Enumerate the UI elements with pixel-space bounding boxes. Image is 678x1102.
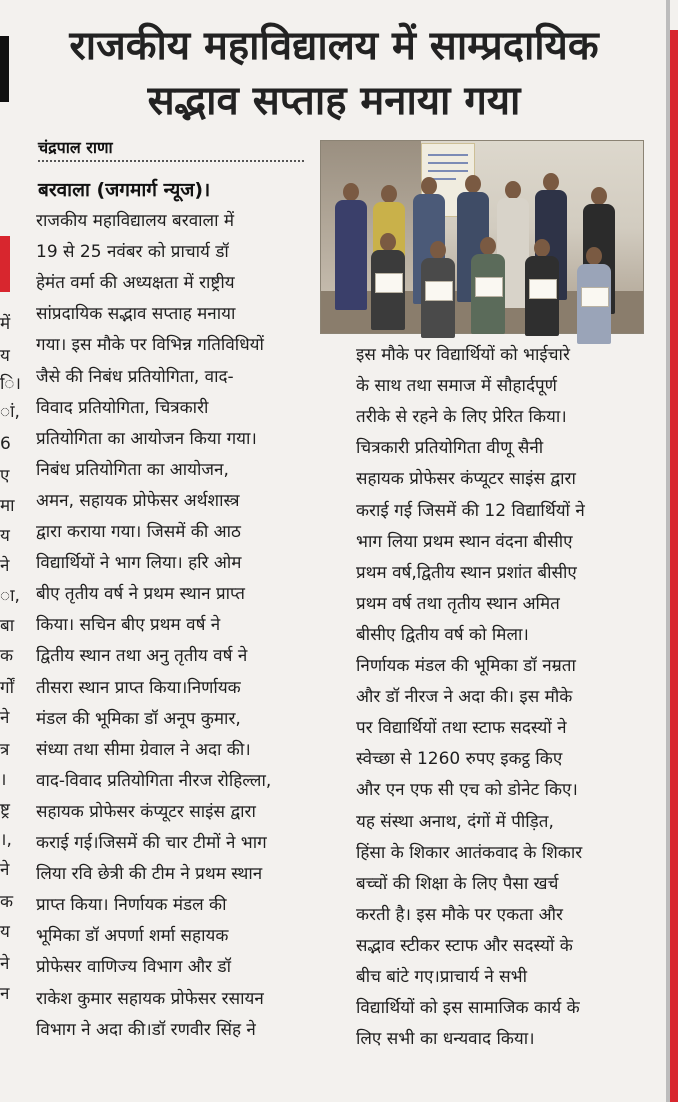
- article-line: विवाद प्रतियोगिता, चित्रकारी: [36, 397, 209, 418]
- article-line: प्रोफेसर वाणिज्य विभाग और डॉ: [36, 957, 231, 978]
- adjacent-text-fragment: ।: [0, 770, 7, 790]
- article-line: तीसरा स्थान प्राप्त किया।निर्णायक: [36, 677, 241, 698]
- article-line: किया। सचिन बीए प्रथम वर्ष ने: [36, 615, 221, 636]
- adjacent-text-fragment: र्गों: [0, 678, 14, 698]
- article-line: तरीके से रहने के लिए प्रेरित किया।: [356, 407, 567, 428]
- adjacent-text-fragment: ।,: [0, 830, 12, 850]
- article-line: पर विद्यार्थियों तथा स्टाफ सदस्यों ने: [356, 718, 567, 739]
- article-line: सहायक प्रोफेसर कंप्यूटर साइंस द्वारा: [36, 801, 256, 822]
- byline: चंद्रपाल राणा: [38, 138, 113, 157]
- article-line: द्वारा कराया गया। जिसमें की आठ: [36, 522, 241, 542]
- article-line: बच्चों की शिक्षा के लिए पैसा खर्च: [356, 873, 559, 894]
- article-line: प्रथम वर्ष तथा तृतीय स्थान अमित: [356, 593, 560, 614]
- article-line: गया। इस मौके पर विभिन्न गतिविधियों: [36, 335, 264, 356]
- article-line: राकेश कुमार सहायक प्रोफेसर रसायन: [36, 988, 264, 1009]
- article-line: इस मौके पर विद्यार्थियों को भाईचारे: [356, 345, 570, 365]
- article-line: बीच बांटे गए।प्राचार्य ने सभी: [356, 967, 528, 987]
- article-line: लिया रवि छेत्री की टीम ने प्रथम स्थान: [36, 864, 263, 885]
- article-line: विभाग ने अदा की।डॉ रणवीर सिंह ने: [36, 1019, 256, 1040]
- article-line: वाद-विवाद प्रतियोगिता नीरज रोहिल्ला,: [36, 770, 272, 791]
- adjacent-headline-fragment: [0, 36, 9, 102]
- headline-line-2: सद्भाव सप्ताह मनाया गया: [147, 78, 521, 124]
- adjacent-text-fragment: ां,: [0, 402, 20, 422]
- article-line: प्रतियोगिता का आयोजन किया गया।: [36, 428, 257, 449]
- article-line: विद्यार्थियों ने भाग लिया। हरि ओम: [36, 553, 242, 574]
- adjacent-article-strip: [0, 0, 21, 1102]
- article-line: जैसे की निबंध प्रतियोगिता, वाद-: [36, 366, 234, 387]
- article-line: भूमिका डॉ अपर्णा शर्मा सहायक: [36, 926, 229, 947]
- article-line: स्वेच्छा से 1260 रुपए इकट्ठ किए: [356, 749, 563, 770]
- adjacent-text-fragment: ने: [0, 556, 10, 576]
- article-line: निबंध प्रतियोगिता का आयोजन,: [36, 459, 229, 480]
- adjacent-text-fragment: य: [0, 922, 10, 942]
- adjacent-text-fragment: बा: [0, 616, 15, 636]
- article-line: बीए तृतीय वर्ष ने प्रथम स्थान प्राप्त: [36, 584, 245, 605]
- article-line: द्वितीय स्थान तथा अनु तृतीय वर्ष ने: [36, 646, 248, 667]
- article-line: करती है। इस मौके पर एकता और: [356, 904, 563, 925]
- adjacent-text-fragment: ए: [0, 466, 10, 486]
- adjacent-text-fragment: ा,: [0, 586, 20, 606]
- adjacent-text-fragment: में: [0, 314, 11, 334]
- article-line: विद्यार्थियों को इस सामाजिक कार्य के: [356, 998, 580, 1019]
- group-photo: [320, 140, 644, 334]
- article-line: प्राप्त किया। निर्णायक मंडल की: [36, 895, 227, 916]
- article-line: कराई गई।जिसमें की चार टीमों ने भाग: [36, 833, 267, 853]
- adjacent-text-fragment: य: [0, 346, 10, 366]
- right-red-border: [670, 30, 678, 1102]
- article-line: राजकीय महाविद्यालय बरवाला में: [36, 211, 235, 231]
- article-line: निर्णायक मंडल की भूमिका डॉ नम्रता: [356, 656, 576, 676]
- article-line: सहायक प्रोफेसर कंप्यूटर साइंस द्वारा: [356, 469, 576, 490]
- article-line: और डॉ नीरज ने अदा की। इस मौके: [356, 687, 573, 708]
- article-line: और एन एफ सी एच को डोनेट किए।: [356, 780, 578, 801]
- adjacent-text-fragment: ने: [0, 954, 10, 974]
- adjacent-text-fragment: ष्ट्र: [0, 800, 10, 820]
- article-line: 19 से 25 नवंबर को प्राचार्य डॉ: [36, 242, 229, 263]
- article-line: बीसीए द्वितीय वर्ष को मिला।: [356, 624, 529, 645]
- adjacent-text-fragment: न: [0, 984, 10, 1004]
- article-line: कराई गई जिसमें की 12 विद्यार्थियों ने: [356, 500, 585, 521]
- article-line: मंडल की भूमिका डॉ अनूप कुमार,: [36, 708, 241, 729]
- article-line: सद्भाव स्टीकर स्टाफ और सदस्यों के: [356, 935, 573, 956]
- article-line: हिंसा के शिकार आतंकवाद के शिकार: [356, 842, 583, 863]
- article-line: प्रथम वर्ष,द्वितीय स्थान प्रशांत बीसीए: [356, 562, 577, 583]
- article-line: हेमंत वर्मा की अध्यक्षता में राष्ट्रीय: [36, 273, 235, 294]
- dateline: बरवाला (जगमार्ग न्यूज)।: [38, 179, 211, 201]
- article-line: सांप्रदायिक सद्भाव सप्ताह मनाया: [36, 304, 236, 325]
- adjacent-text-fragment: क: [0, 892, 14, 912]
- adjacent-text-fragment: क: [0, 646, 14, 666]
- adjacent-red-box: [0, 236, 10, 292]
- article-line: भाग लिया प्रथम स्थान वंदना बीसीए: [356, 531, 573, 552]
- adjacent-text-fragment: ने: [0, 860, 10, 880]
- article-line: चित्रकारी प्रतियोगिता वीणू सैनी: [356, 438, 544, 459]
- adjacent-text-fragment: य: [0, 526, 10, 546]
- adjacent-text-fragment: 6: [0, 434, 11, 454]
- article-line: अमन, सहायक प्रोफेसर अर्थशास्त्र: [36, 490, 240, 511]
- article-line: के साथ तथा समाज में सौहार्दपूर्ण: [356, 376, 557, 397]
- adjacent-text-fragment: मा: [0, 496, 15, 516]
- adjacent-text-fragment: ने: [0, 708, 10, 728]
- article-line: संध्या तथा सीमा ग्रेवाल ने अदा की।: [36, 739, 251, 760]
- article-line: लिए सभी का धन्यवाद किया।: [356, 1029, 535, 1050]
- headline-line-1: राजकीय महाविद्यालय में साम्प्रदायिक: [69, 23, 599, 69]
- adjacent-text-fragment: त्र: [0, 740, 10, 760]
- adjacent-text-fragment: ि।: [0, 374, 21, 394]
- article-line: यह संस्था अनाथ, दंगों में पीड़ित,: [356, 811, 554, 832]
- byline-divider: [38, 160, 304, 162]
